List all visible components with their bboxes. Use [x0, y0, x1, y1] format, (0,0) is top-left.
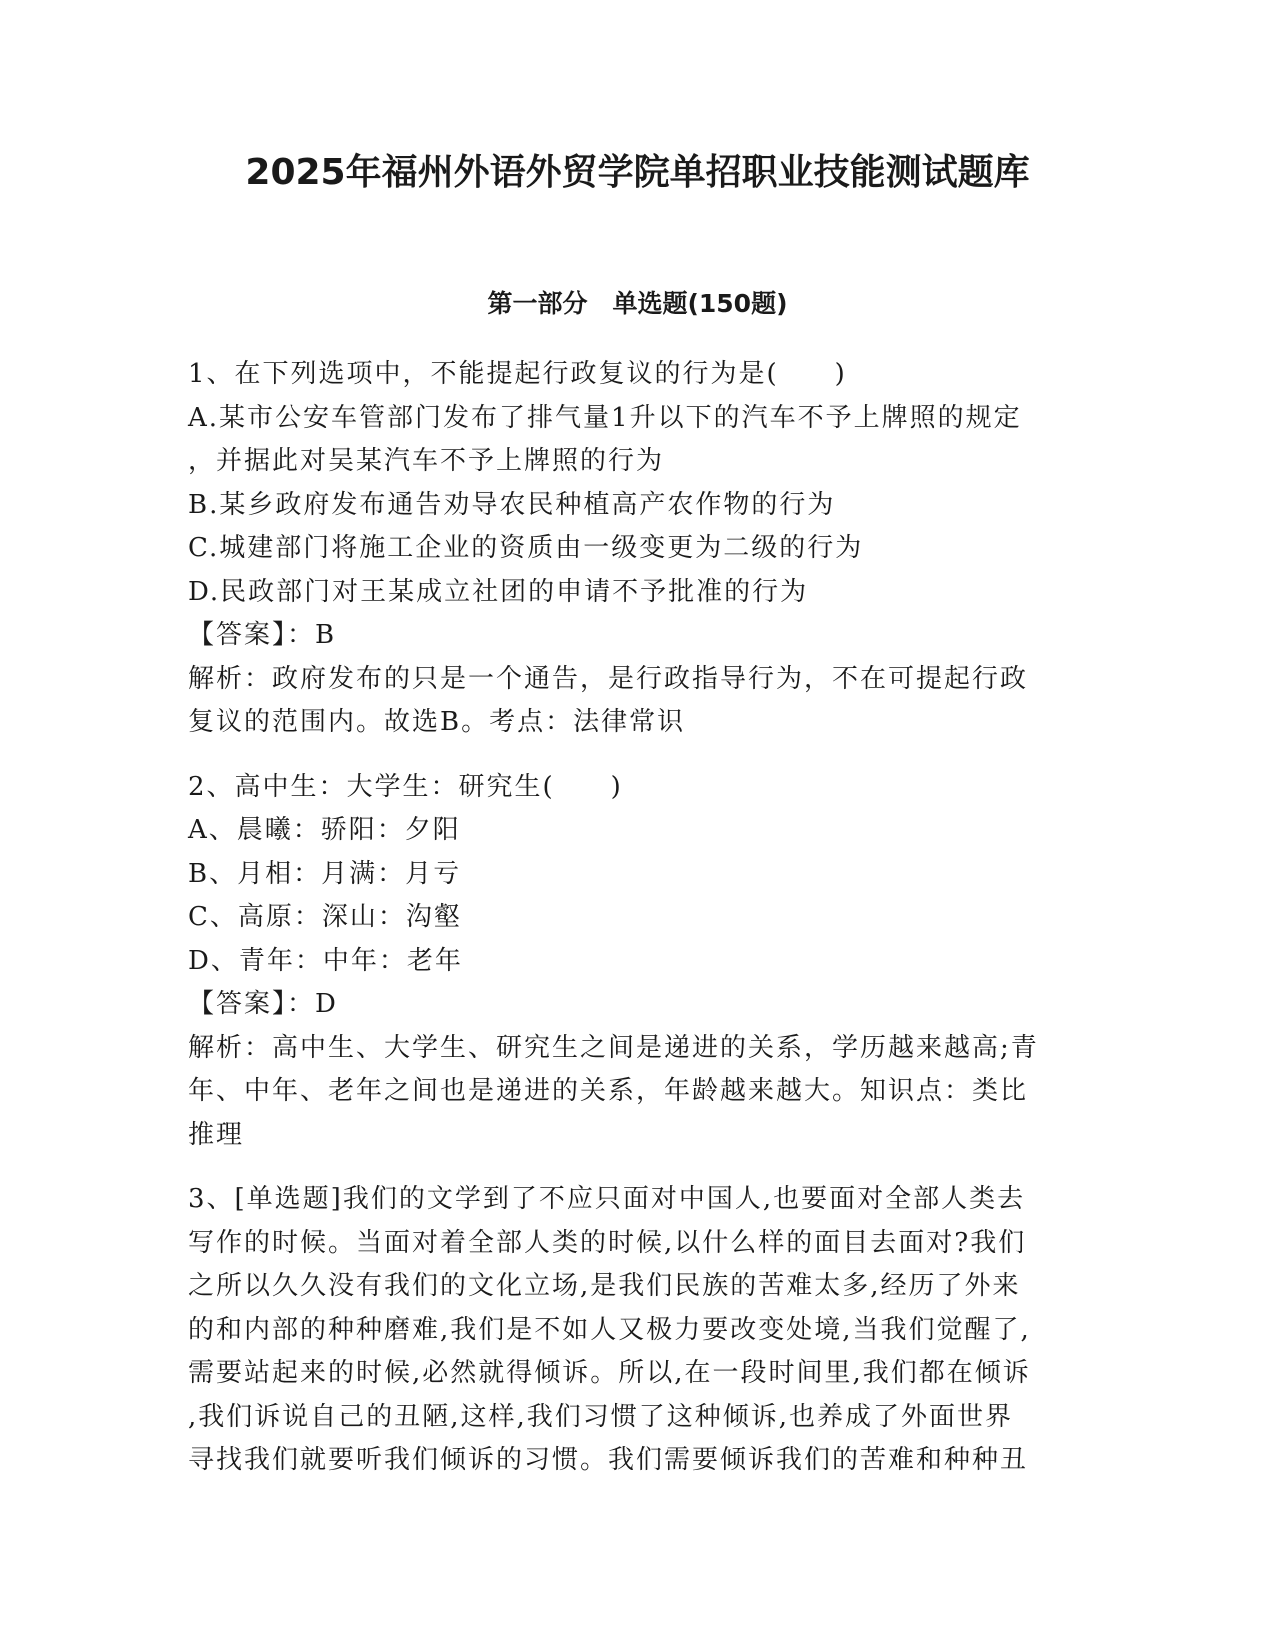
question-1-stem: 1、在下列选项中，不能提起行政复议的行为是( ) [188, 359, 847, 389]
question-3-stem-line-6: ,我们诉说自己的丑陋,这样,我们习惯了这种倾诉,也养成了外面世界 [188, 1401, 1014, 1432]
question-3-stem-line-5: 需要站起来的时候,必然就得倾诉。所以,在一段时间里,我们都在倾诉 [188, 1358, 1031, 1388]
question-1-option-c: C.城建部门将施工企业的资质由一级变更为二级的行为 [188, 533, 864, 563]
question-3-stem-line-3: 之所以久久没有我们的文化立场,是我们民族的苦难太多,经历了外来 [188, 1271, 1021, 1301]
question-2-option-d: D、青年：中年：老年 [188, 945, 463, 976]
question-1 [188, 353, 1068, 745]
question-2-option-a: A、晨曦：骄阳：夕阳 [188, 815, 461, 845]
question-1-answer: 【答案】：B [188, 620, 337, 650]
question-3-stem-line-7: 寻找我们就要听我们倾诉的习惯。我们需要倾诉我们的苦难和种种丑 [188, 1445, 1029, 1475]
question-3-stem-line-1: 3、[单选题]我们的文学到了不应只面对中国人,也要面对全部人类去 [188, 1184, 1026, 1214]
question-2-answer: 【答案】：D [188, 989, 338, 1019]
question-2 [188, 766, 1068, 1158]
question-1-explanation-line-1: 解析：政府发布的只是一个通告，是行政指导行为，不在可提起行政 [188, 663, 1029, 694]
question-2-explanation-line-2: 年、中年、老年之间也是递进的关系，年龄越来越大。知识点：类比 [188, 1076, 1029, 1106]
question-2-explanation-line-1: 解析：高中生、大学生、研究生之间是递进的关系，学历越来越高;青 [188, 1032, 1039, 1063]
question-list [188, 353, 1068, 1504]
question-2-explanation-line-3: 推理 [188, 1119, 245, 1150]
question-1-option-d: D.民政部门对王某成立社团的申请不予批准的行为 [188, 576, 809, 607]
question-1-option-a: A.某市公安车管部门发布了排气量1升以下的汽车不予上牌照的规定 [188, 402, 1022, 433]
question-3 [188, 1178, 1068, 1483]
section-title: 第一部分 单选题(150题) [487, 289, 788, 318]
question-2-option-b: B、月相：月满：月亏 [188, 858, 462, 889]
question-1-option-a-continued: ，并据此对吴某汽车不予上牌照的行为 [188, 446, 665, 476]
document-title: 2025年福州外语外贸学院单招职业技能测试题库 [245, 152, 1030, 193]
question-3-stem-line-4: 的和内部的种种磨难,我们是不如人又极力要改变处境,当我们觉醒了, [188, 1314, 1031, 1345]
question-1-explanation-line-2: 复议的范围内。故选B。考点：法律常识 [188, 707, 686, 737]
question-2-option-c: C、高原：深山：沟壑 [188, 902, 462, 932]
question-3-stem-line-2: 写作的时候。当面对着全部人类的时候,以什么样的面目去面对?我们 [188, 1227, 1027, 1258]
question-1-option-b: B.某乡政府发布通告劝导农民种植高产农作物的行为 [188, 489, 836, 520]
question-2-stem: 2、高中生：大学生：研究生( ) [188, 771, 623, 802]
